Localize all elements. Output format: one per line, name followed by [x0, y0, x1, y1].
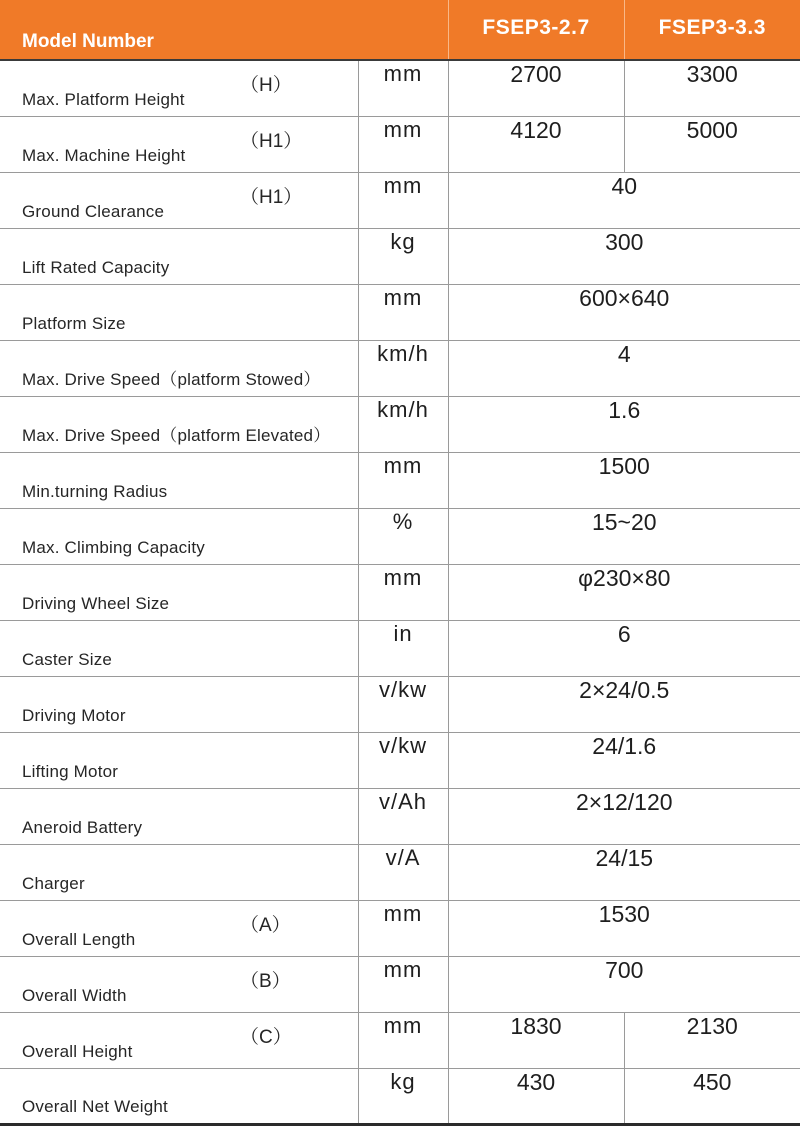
model-header: FSEP3-2.7: [448, 0, 624, 60]
parameter-name: Max. Platform Height: [22, 89, 185, 109]
parameter-name: Overall Width: [22, 985, 127, 1005]
unit-cell: v/kw: [358, 732, 448, 788]
unit-cell: mm: [358, 564, 448, 620]
unit-cell: mm: [358, 284, 448, 340]
unit-cell: %: [358, 508, 448, 564]
model-number-label: Model Number: [0, 0, 448, 60]
table-row: [0, 956, 800, 1012]
unit-cell: in: [358, 620, 448, 676]
parameter-name: Overall Net Weight: [22, 1096, 168, 1116]
parameter-cell: [0, 284, 358, 340]
value-cell: 1530: [448, 900, 800, 956]
parameter-name: Driving Wheel Size: [22, 593, 170, 613]
parameter-symbol: （H1）: [240, 130, 303, 152]
value-cell: 6: [448, 620, 800, 676]
unit-cell: mm: [358, 116, 448, 172]
parameter-cell: [0, 844, 358, 900]
parameter-cell: [0, 1068, 358, 1124]
value-cell: 2700: [448, 60, 624, 116]
table-row: [0, 284, 800, 340]
parameter-symbol: （H1）: [240, 186, 303, 208]
unit-cell: v/A: [358, 844, 448, 900]
value-cell: 3300: [624, 60, 800, 116]
parameter-cell: [0, 60, 358, 116]
parameter-name: Driving Motor: [22, 705, 126, 725]
parameter-cell: [0, 564, 358, 620]
unit-cell: mm: [358, 956, 448, 1012]
parameter-cell: [0, 396, 358, 452]
parameter-symbol: （C）: [240, 1026, 292, 1048]
value-cell: 4120: [448, 116, 624, 172]
table-row: [0, 228, 800, 284]
table-row: [0, 620, 800, 676]
table-row: [0, 116, 800, 172]
parameter-name: Min.turning Radius: [22, 481, 168, 501]
unit-cell: kg: [358, 1068, 448, 1124]
unit-cell: km/h: [358, 340, 448, 396]
parameter-cell: [0, 508, 358, 564]
table-row: [0, 564, 800, 620]
table-row: [0, 1012, 800, 1068]
unit-cell: mm: [358, 60, 448, 116]
value-cell: 2×24/0.5: [448, 676, 800, 732]
header-row: [0, 0, 800, 60]
table-row: [0, 1068, 800, 1124]
parameter-name: Ground Clearance: [22, 201, 165, 221]
table-row: [0, 676, 800, 732]
parameter-name: Charger: [22, 873, 85, 893]
value-cell: 430: [448, 1068, 624, 1124]
value-cell: 24/15: [448, 844, 800, 900]
value-cell: 300: [448, 228, 800, 284]
parameter-cell: [0, 900, 358, 956]
parameter-cell: [0, 676, 358, 732]
unit-cell: v/Ah: [358, 788, 448, 844]
table-row: [0, 396, 800, 452]
parameter-symbol: （A）: [240, 914, 291, 936]
table-row: [0, 452, 800, 508]
parameter-name: Lift Rated Capacity: [22, 257, 170, 277]
table-row: [0, 60, 800, 116]
table-row: [0, 732, 800, 788]
table-row: [0, 340, 800, 396]
parameter-name: Overall Length: [22, 929, 136, 949]
unit-cell: mm: [358, 452, 448, 508]
value-cell: 1500: [448, 452, 800, 508]
parameter-cell: [0, 1012, 358, 1068]
parameter-name: Lifting Motor: [22, 761, 119, 781]
parameter-cell: [0, 340, 358, 396]
table-body: [0, 60, 800, 1124]
value-cell: 24/1.6: [448, 732, 800, 788]
value-cell: 5000: [624, 116, 800, 172]
value-cell: 450: [624, 1068, 800, 1124]
unit-cell: v/kw: [358, 676, 448, 732]
unit-cell: mm: [358, 172, 448, 228]
unit-cell: mm: [358, 900, 448, 956]
value-cell: 600×640: [448, 284, 800, 340]
value-cell: 2×12/120: [448, 788, 800, 844]
parameter-cell: [0, 620, 358, 676]
parameter-cell: [0, 452, 358, 508]
parameter-cell: [0, 172, 358, 228]
parameter-cell: [0, 228, 358, 284]
parameter-cell: [0, 732, 358, 788]
table-row: [0, 508, 800, 564]
unit-cell: km/h: [358, 396, 448, 452]
table-row: [0, 172, 800, 228]
value-cell: 40: [448, 172, 800, 228]
table-header: [0, 0, 800, 60]
parameter-cell: [0, 788, 358, 844]
parameter-cell: [0, 956, 358, 1012]
value-cell: 2130: [624, 1012, 800, 1068]
value-cell: 1.6: [448, 396, 800, 452]
value-cell: 1830: [448, 1012, 624, 1068]
table-row: [0, 900, 800, 956]
parameter-name: Overall Height: [22, 1041, 133, 1061]
parameter-name: Max. Machine Height: [22, 145, 186, 165]
parameter-name: Max. Drive Speed（platform Elevated）: [22, 425, 331, 445]
parameter-name: Max. Climbing Capacity: [22, 537, 205, 557]
parameter-name: Aneroid Battery: [22, 817, 143, 837]
parameter-symbol: （B）: [240, 970, 291, 992]
parameter-name: Platform Size: [22, 313, 126, 333]
parameter-symbol: （H）: [240, 75, 292, 96]
value-cell: 15~20: [448, 508, 800, 564]
unit-cell: mm: [358, 1012, 448, 1068]
table-row: [0, 788, 800, 844]
value-cell: φ230×80: [448, 564, 800, 620]
parameter-name: Max. Drive Speed（platform Stowed）: [22, 369, 321, 389]
table-row: [0, 844, 800, 900]
value-cell: 700: [448, 956, 800, 1012]
parameter-cell: [0, 116, 358, 172]
value-cell: 4: [448, 340, 800, 396]
parameter-name: Caster Size: [22, 649, 113, 669]
unit-cell: kg: [358, 228, 448, 284]
model-header: FSEP3-3.3: [624, 0, 800, 60]
